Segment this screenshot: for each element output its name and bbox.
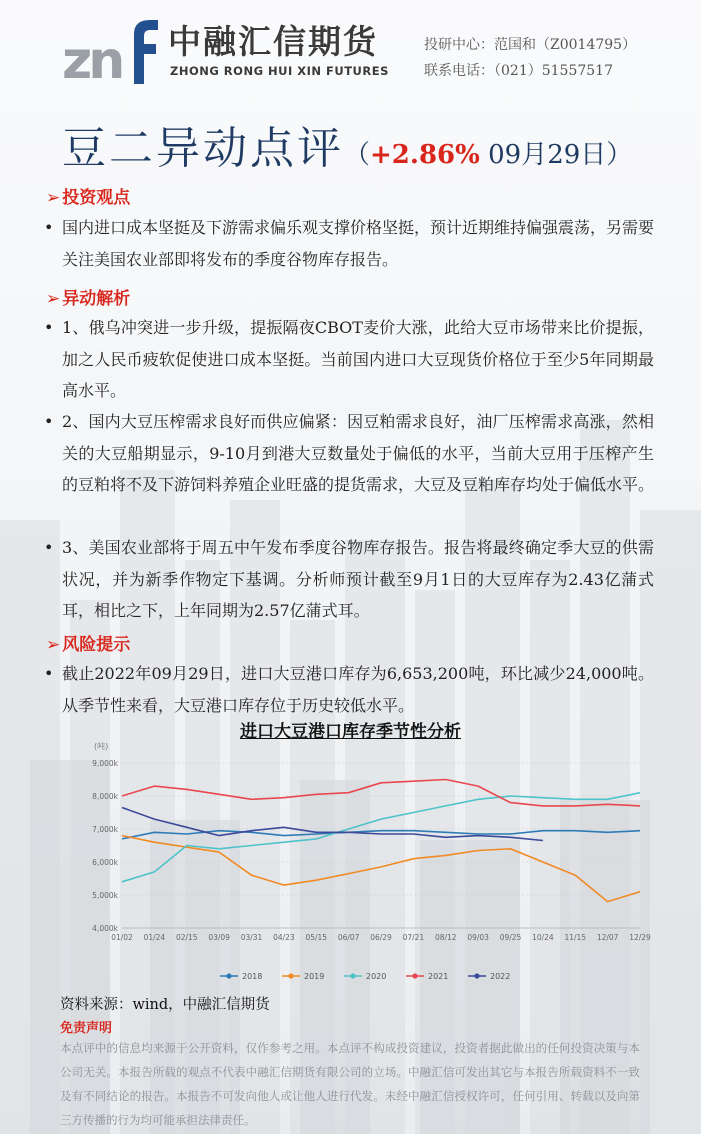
legend-marker-2021 <box>412 973 417 978</box>
x-tick-label: 12/07 <box>596 933 619 942</box>
x-tick-label: 11/15 <box>564 933 587 942</box>
arrow-icon: ➢ <box>46 188 61 208</box>
section-heading-view: ➢ 投资观点 <box>46 188 131 208</box>
series-line-2019 <box>122 836 640 902</box>
x-tick-label: 09/03 <box>467 933 489 942</box>
x-tick-label: 01/02 <box>111 933 133 942</box>
x-tick-label: 03/31 <box>240 933 263 942</box>
y-tick-label: 6,000k <box>92 858 118 867</box>
legend-marker-2022 <box>474 973 479 978</box>
list-item: • 2、国内大豆压榨需求良好而供应偏紧：因豆粕需求良好，油厂压榨需求高涨，然相关的大豆船期显示，9-10月到港大豆数量处于偏低的水平，当前大豆用于压榨产生的豆粕将不及下游饲料养殖企业旺盛的提货需求，大豆及豆粕库存均处于偏低水平。 <box>44 406 654 501</box>
legend-label-2020: 2020 <box>366 972 387 981</box>
series-line-2022 <box>122 808 543 841</box>
disclaimer-text: 本点评中的信息均来源于公开资料，仅作参考之用。本点评不构成投资建议，投资者据此做出的任何投资决策与本公司无关。本报告所载的观点不代表中融汇信期货有限公司的立场。中融汇信可发出其它与本报告所载资料不一致及有不同结论的报告。本报告不可发向他人或让他人进行代发。未经中融汇信授权许可，任何引用、转载以及向第三方传播的行为均可能承担法律责任。 <box>60 1041 640 1127</box>
legend-label-2019: 2019 <box>304 972 325 981</box>
contact-person: 投研中心：范国和（Z0014795） <box>424 37 637 53</box>
bullet-icon: • <box>44 538 54 557</box>
chart-title: 进口大豆港口库存季节性分析 <box>240 722 461 742</box>
znf-logo-icon <box>62 14 162 84</box>
list-item: • 1、俄乌冲突进一步升级，提振隔夜CBOT麦价大涨，此给大豆市场带来比价提振，加之人民币疲软促使进口成本坚挺。当前国内进口大豆现货价格位于至少5年同期最高水平。 <box>44 312 654 407</box>
x-tick-label: 07/21 <box>402 933 425 942</box>
section-heading-analysis: ➢ 异动解析 <box>46 289 131 309</box>
title-date: 09月29日） <box>479 140 633 170</box>
svg-text:zn: zn <box>62 31 122 84</box>
x-tick-label: 06/29 <box>370 933 392 942</box>
y-tick-label: 9,000k <box>92 759 118 768</box>
y-tick-label: 4,000k <box>92 924 118 933</box>
title-main: 豆二异动点评 <box>62 123 344 174</box>
source-note: 资料来源：wind，中融汇信期货 <box>60 997 270 1013</box>
x-tick-label: 03/09 <box>208 933 230 942</box>
legend-marker-2020 <box>350 973 355 978</box>
legend-marker-2018 <box>226 973 231 978</box>
y-tick-label: 5,000k <box>92 891 118 900</box>
x-tick-label: 01/24 <box>143 933 166 942</box>
legend-label-2021: 2021 <box>428 972 449 981</box>
title-change: +2.86% <box>370 140 480 170</box>
inventory-seasonal-chart <box>80 735 660 997</box>
y-tick-label: 7,000k <box>92 825 118 834</box>
y-unit-label: (吨) <box>94 742 109 751</box>
legend-label-2018: 2018 <box>242 972 263 981</box>
y-tick-label: 8,000k <box>92 792 118 801</box>
list-item: • 截止2022年09月29日，进口大豆港口库存为6,653,200吨，环比减少24,000吨。从季节性来看，大豆港口库存位于历史较低水平。 <box>44 658 654 721</box>
brand-name-en: ZHONG RONG HUI XIN FUTURES <box>170 64 389 78</box>
x-tick-label: 08/12 <box>434 933 457 942</box>
x-tick-label: 10/24 <box>532 933 554 942</box>
contact-phone: 联系电话：（021）51557517 <box>424 63 613 79</box>
legend-label-2022: 2022 <box>490 972 511 981</box>
bullet-icon: • <box>44 664 54 683</box>
x-tick-label: 09/25 <box>499 933 522 942</box>
title-paren: （ <box>344 140 371 170</box>
list-item: • 国内进口成本坚挺及下游需求偏乐观支撑价格坚挺，预计近期维持偏强震荡，另需要关注美国农业部即将发布的季度谷物库存报告。 <box>44 212 654 275</box>
bullet-icon: • <box>44 412 54 431</box>
x-tick-label: 12/29 <box>629 933 651 942</box>
x-tick-label: 06/07 <box>337 933 360 942</box>
x-tick-label: 02/15 <box>175 933 198 942</box>
series-line-2021 <box>122 780 640 806</box>
bullet-icon: • <box>44 218 54 237</box>
disclaimer-title: 免责声明 <box>60 1021 113 1036</box>
brand-name-cn: 中融汇信期货 <box>168 22 378 61</box>
arrow-icon: ➢ <box>46 289 61 309</box>
list-item: • 3、美国农业部将于周五中午发布季度谷物库存报告。报告将最终确定季大豆的供需状况，并为新季作物定下基调。分析师预计截至9月1日的大豆库存为2.43亿蒲式耳，相比之下，上年同期为2.57亿蒲式耳。 <box>44 532 654 627</box>
x-tick-label: 05/15 <box>305 933 328 942</box>
bullet-icon: • <box>44 318 54 337</box>
arrow-icon: ➢ <box>46 635 61 655</box>
legend-marker-2019 <box>288 973 293 978</box>
section-heading-risk: ➢ 风险提示 <box>46 635 131 655</box>
page-title <box>62 112 632 176</box>
series-line-2018 <box>122 831 640 839</box>
x-tick-label: 04/23 <box>273 933 295 942</box>
